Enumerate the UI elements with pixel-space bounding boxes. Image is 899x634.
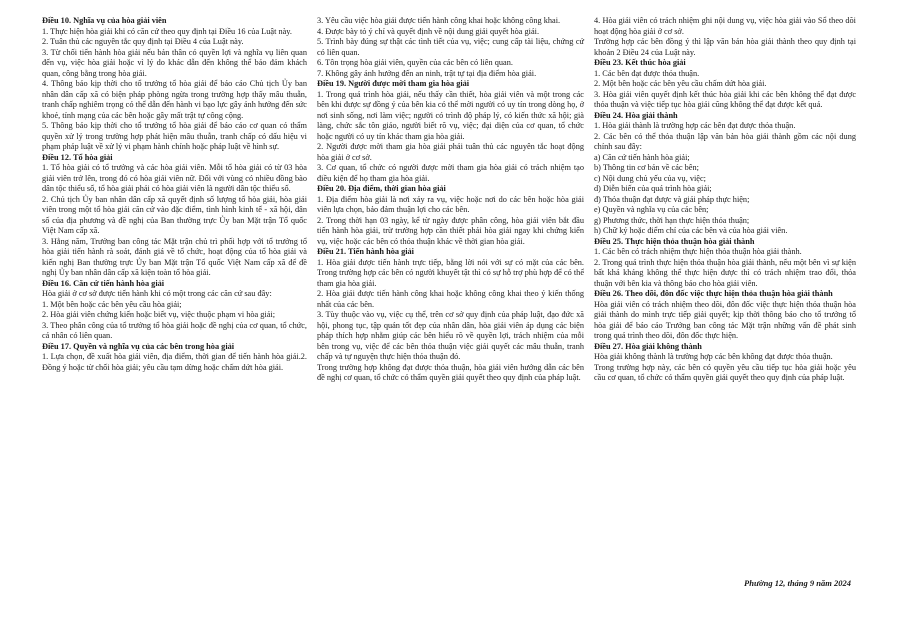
body-paragraph: Trong trường hợp này, các bên có quyền yêu cầu tiếp tục hòa giải hoặc yêu cầu cơ quan, tổ chức có thẩm quyền giải quyết theo quy định của pháp luật. — [594, 362, 856, 382]
body-paragraph: 3. Yêu cầu việc hòa giải được tiến hành công khai hoặc không công khai. — [317, 16, 561, 25]
list-item: a) Căn cứ tiến hành hòa giải; — [594, 152, 690, 162]
body-paragraph: Hòa giải không thành là trường hợp các bên không đạt được thỏa thuận. — [594, 352, 833, 361]
footer-place-date: Phường 12, tháng 9 năm 2024 — [744, 578, 851, 588]
body-paragraph: 2. Trong thời hạn 03 ngày, kể từ ngày được phân công, hòa giải viên bắt đầu tiến hành hòa giải, trừ trường hợp cần thiết phải hòa giải ngay khi chứng kiến vụ, việc hoặc các bên có thỏa thuận khác về thời gian hòa giải. — [317, 215, 584, 246]
body-paragraph: 1. Hòa giải được tiến hành trực tiếp, bằng lời nói với sự có mặt của các bên. Trong trường hợp các bên có người khuyết tật thì có sự hỗ trợ phù hợp để có thể tham gia hòa giải. — [317, 257, 584, 288]
article-heading: Điều 12. Tổ hòa giải — [42, 152, 113, 162]
list-item: d) Diễn biến của quá trình hòa giải; — [594, 184, 712, 193]
article-heading: Điều 17. Quyền và nghĩa vụ của các bên trong hòa giải — [42, 341, 235, 351]
body-paragraph: 4. Thông báo kịp thời cho tổ trưởng tổ hòa giải để báo cáo Chủ tịch Ủy ban nhân dân cấp xã có biện pháp phòng ngừa trong trường hợp thấy mâu thuẫn, tranh chấp nghiêm trọng có thể dẫn đến hành vi bạo lực gây ảnh hưởng đến sức khoẻ, tính mạng của các bên hoặc gây mất trật tự công cộng. — [42, 79, 307, 120]
article-heading: Điều 25. Thực hiện thỏa thuận hòa giải thành — [594, 236, 755, 246]
list-item: c) Nội dung chủ yếu của vụ, việc; — [594, 173, 706, 183]
body-paragraph: 3. Cơ quan, tổ chức có người được mời tham gia hòa giải có trách nhiệm tạo điều kiện để họ tham gia hòa giải. — [317, 163, 584, 183]
body-paragraph: Trường hợp các bên đồng ý thì lập văn bản hòa giải thành theo quy định tại khoản 2 Điều 24 của Luật này. — [594, 37, 856, 57]
article-heading: Điều 19. Người được mời tham gia hòa giải — [317, 79, 470, 88]
body-paragraph: Trong trường hợp không đạt được thỏa thuận, hòa giải viên hướng dẫn các bên đề nghị cơ quan, tổ chức có thẩm quyền giải quyết theo quy định của pháp luật. — [317, 362, 584, 382]
body-paragraph: 2. Hòa giải được tiến hành công khai hoặc không công khai theo ý kiến thống nhất của các bên. — [317, 289, 584, 309]
body-paragraph: 3. Theo phân công của tổ trưởng tổ hòa giải hoặc đề nghị của cơ quan, tổ chức, cá nhân có liên quan. — [42, 320, 307, 340]
body-paragraph: Hòa giải ở cơ sở được tiến hành khi có một trong các căn cứ sau đây: — [42, 289, 272, 298]
body-paragraph: 2. Tuân thủ các nguyên tắc quy định tại Điều 4 của Luật này. — [42, 37, 244, 46]
text-column-1 — [42, 16, 307, 373]
article-heading: Điều 10. Nghĩa vụ của hòa giải viên — [42, 16, 167, 25]
body-paragraph: 1. Tổ hòa giải có tổ trưởng và các hòa giải viên. Mỗi tổ hòa giải có từ 03 hòa giải viên trở lên, trong đó có hòa giải viên nữ. Đối với vùng có nhiều đồng bào dân tộc thiểu số, tổ hòa giải phải có hòa giải viên là người dân tộc thiểu số. — [42, 163, 307, 193]
body-paragraph: Hòa giải viên có trách nhiệm theo dõi, đôn đốc việc thực hiện thỏa thuận hòa giải thành do mình trực tiếp giải quyết; kịp thời thông báo cho tổ trưởng tổ hòa giải để báo cáo Trưởng ban công tác Mặt trận những vấn đề phát sinh trong quá trình theo dõi, đôn đốc thực hiện. — [594, 299, 856, 340]
text-column-3 — [594, 16, 856, 384]
body-paragraph: 1. Thực hiện hòa giải khi có căn cứ theo quy định tại Điều 16 của Luật này. — [42, 26, 292, 36]
body-paragraph: 2. Trong quá trình thực hiện thỏa thuận hòa giải thành, nếu một bên vì sự kiện bất khả kháng không thể thực hiện được thì có trách nhiệm trao đổi, thỏa thuận với bên kia và thông báo cho hòa giải viên. — [594, 257, 856, 288]
body-paragraph: 4. Được bày tỏ ý chí và quyết định về nội dung giải quyết hòa giải. — [317, 26, 540, 36]
body-paragraph: 7. Không gây ảnh hưởng đến an ninh, trật tự tại địa điểm hòa giải. — [317, 68, 537, 78]
body-paragraph: 1. Các bên đạt được thỏa thuận. — [594, 68, 700, 78]
body-paragraph: 3. Tùy thuộc vào vụ, việc cụ thể, trên cơ sở quy định của pháp luật, đạo đức xã hội, phong tục, tập quán tốt đẹp của nhân dân, hòa giải viên áp dụng các biện pháp thích hợp nhằm giúp các bên hiểu rõ về quyền lợi, trách nhiệm của mỗi bên trong vụ, việc để các bên thỏa thuận việc giải quyết các mâu thuẫn, tranh chấp và tự nguyện thực hiện thỏa thuận đó. — [317, 310, 584, 361]
body-paragraph: 2. Chủ tịch Ủy ban nhân dân cấp xã quyết định số lượng tổ hòa giải, hòa giải viên trong một tổ hòa giải căn cứ vào đặc điểm, tình hình kinh tế - xã hội, dân số của địa phương và đề nghị của Ban thường trực Ủy ban Mặt trận Tổ quốc Việt Nam cấp xã. — [42, 194, 307, 235]
article-heading: Điều 26. Theo dõi, đôn đốc việc thực hiện thỏa thuận hòa giải thành — [594, 289, 833, 298]
body-paragraph: 2. Hòa giải viên chứng kiến hoặc biết vụ, việc thuộc phạm vi hòa giải; — [42, 310, 276, 319]
body-paragraph: 1. Trong quá trình hòa giải, nếu thấy cần thiết, hòa giải viên và một trong các bên khi được sự đồng ý của bên kia có thể mời người có uy tín trong dòng họ, ở nơi sinh sống, nơi làm việc; người có trình độ pháp lý, có kiến thức xã hội; già làng, chức sắc tôn giáo, người biết rõ vụ, việc; đại diện của cơ quan, tổ chức hoặc người có uy tín khác tham gia hòa giải. — [317, 89, 584, 141]
body-paragraph: 3. Hằng năm, Trưởng ban công tác Mặt trận chủ trì phối hợp với tổ trưởng tổ hòa giải tiến hành rà soát, đánh giá về tổ chức, hoạt động của tổ hòa giải và kiến nghị Ban thường trực Ủy ban Mặt trận Tổ quốc Việt Nam cấp xã để đề nghị Ủy ban nhân dân cấp xã kiện toàn tổ hòa giải. — [42, 236, 307, 277]
body-paragraph: 3. Từ chối tiến hành hòa giải nếu bản thân có quyền lợi và nghĩa vụ liên quan đến vụ, việc hòa giải hoặc vì lý do khác dẫn đến không thể bảo đảm khách quan, công bằng trong hòa giải. — [42, 47, 307, 78]
body-paragraph: 5. Thông báo kịp thời cho tổ trưởng tổ hòa giải để báo cáo cơ quan có thẩm quyền xử lý trong trường hợp phát hiện mâu thuẫn, tranh chấp có dấu hiệu vi phạm pháp luật về xử lý vi phạm hành chính hoặc pháp luật về hình sự. — [42, 121, 307, 151]
body-paragraph: 2. Người được mời tham gia hòa giải phải tuân thủ các nguyên tắc hoạt động hòa giải ở cơ sở. — [317, 142, 584, 162]
list-item: b) Thông tin cơ bản về các bên; — [594, 163, 699, 172]
list-item: e) Quyền và nghĩa vụ của các bên; — [594, 205, 709, 214]
body-paragraph: 5. Trình bày đúng sự thật các tình tiết của vụ, việc; cung cấp tài liệu, chứng cứ có liên quan. — [317, 37, 584, 57]
body-paragraph: 1. Hòa giải thành là trường hợp các bên đạt được thỏa thuận. — [594, 121, 796, 130]
article-heading: Điều 20. Địa điểm, thời gian hòa giải — [317, 184, 446, 193]
body-paragraph: 6. Tôn trọng hòa giải viên, quyền của các bên có liên quan. — [317, 58, 513, 67]
list-item: g) Phương thức, thời hạn thực hiện thỏa thuận; — [594, 215, 750, 225]
body-paragraph: 1. Địa điểm hòa giải là nơi xảy ra vụ, việc hoặc nơi do các bên hoặc hòa giải viên lựa chọn, bảo đảm thuận lợi cho các bên. — [317, 194, 584, 214]
body-paragraph: 2. Một bên hoặc các bên yêu cầu chấm dứt hòa giải. — [594, 79, 767, 88]
article-heading: Điều 27. Hòa giải không thành — [594, 341, 702, 351]
article-heading: Điều 23. Kết thúc hòa giải — [594, 58, 686, 67]
body-paragraph: 2. Các bên có thể thỏa thuận lập văn bản hòa giải thành gồm các nội dung chính sau đây: — [594, 131, 856, 151]
list-item: h) Chữ ký hoặc điểm chỉ của các bên và của hòa giải viên. — [594, 226, 788, 235]
body-paragraph: 1. Các bên có trách nhiệm thực hiện thỏa thuận hòa giải thành. — [594, 247, 802, 256]
body-paragraph: 1. Một bên hoặc các bên yêu cầu hòa giải; — [42, 299, 182, 309]
text-column-2 — [317, 16, 584, 384]
article-heading: Điều 16. Căn cứ tiến hành hòa giải — [42, 278, 165, 288]
body-paragraph: 1. Lựa chọn, đề xuất hòa giải viên, địa điểm, thời gian để tiến hành hòa giải.2. Đồng ý hoặc từ chối hòa giải; yêu cầu tạm dừng hoặc chấm dứt hòa giải. — [42, 352, 307, 372]
article-heading: Điều 24. Hòa giải thành — [594, 110, 678, 120]
body-paragraph: 3. Hòa giải viên quyết định kết thúc hòa giải khi các bên không thể đạt được thỏa thuận và việc tiếp tục hòa giải cũng không thể đạt được kết quả. — [594, 89, 856, 109]
article-heading: Điều 21. Tiến hành hòa giải — [317, 247, 414, 256]
body-paragraph: 4. Hòa giải viên có trách nhiệm ghi nội dung vụ, việc hòa giải vào Sổ theo dõi hoạt động hòa giải ở cơ sở. — [594, 16, 856, 36]
list-item: đ) Thỏa thuận đạt được và giải pháp thực hiện; — [594, 194, 750, 204]
